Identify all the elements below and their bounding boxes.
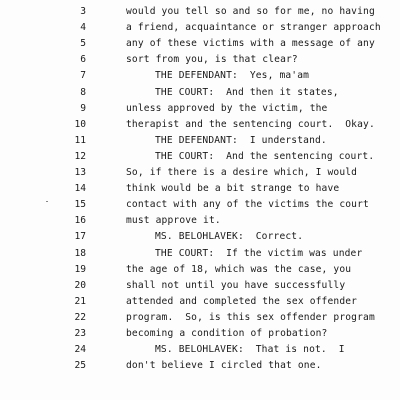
line-text: attended and completed the sex offender [126,295,358,307]
line-text: unless approved by the victim, the [126,102,328,114]
line-text: therapist and the sentencing court. Okay. [126,118,375,130]
scan-speck [46,201,48,202]
line-number: 6 [80,54,86,66]
line-number: 11 [74,134,86,146]
transcript-line [0,246,400,262]
line-text: think would be a bit strange to have [126,183,340,195]
transcript-line [0,229,400,245]
line-text: MS. BELOHLAVEK: That is not. I [155,344,345,356]
transcript-line [0,358,400,374]
line-number: 14 [74,183,86,195]
transcript-line [0,133,400,149]
line-text: don't believe I circled that one. [126,360,322,372]
transcript-line [0,294,400,310]
line-number: 20 [74,279,86,291]
line-text: THE COURT: And the sentencing court. [155,150,375,162]
line-number: 8 [80,86,86,98]
line-text: THE COURT: And then it states, [155,86,339,98]
line-number: 22 [74,311,86,323]
transcript-line [0,85,400,101]
line-number: 3 [80,6,86,17]
line-number: 25 [74,360,86,372]
transcript-line [0,101,400,117]
transcript-line [0,117,400,133]
transcript-line [0,52,400,68]
line-number: 16 [74,215,86,227]
line-number: 23 [74,328,86,339]
line-text: a friend, acquaintance or stranger approach [126,22,381,34]
line-text: THE COURT: If the victim was under [155,247,363,259]
line-text: THE DEFENDANT: I understand. [155,134,327,146]
transcript-line [0,262,400,278]
cropped-previous-line [122,0,342,2]
line-text: would you tell so and so for me, no having [126,6,375,17]
transcript-line [0,4,400,20]
transcript-line [0,20,400,36]
line-number: 9 [80,102,86,114]
line-number: 15 [74,199,86,211]
transcript-line [0,342,400,358]
line-number: 19 [74,263,86,275]
line-text: must approve it. [126,215,221,227]
line-number: 5 [80,38,86,50]
transcript-line [0,326,400,342]
transcript-line [0,149,400,165]
line-text: the age of 18, which was the case, you [126,263,352,275]
line-number: 17 [74,231,86,243]
transcript-line [0,197,400,213]
transcript-line [0,213,400,229]
line-number: 12 [74,150,86,162]
line-number: 24 [74,344,86,356]
transcript-line [0,181,400,197]
line-text: shall not until you have successfully [126,279,346,291]
line-text: contact with any of the victims the court [126,199,369,211]
line-number: 4 [80,22,86,34]
line-number: 18 [74,247,86,259]
transcript-line [0,165,400,181]
line-number: 13 [74,167,86,178]
line-text: THE DEFENDANT: Yes, ma'am [155,70,310,82]
line-number: 10 [74,118,86,130]
line-number: 21 [74,295,86,307]
line-number: 7 [80,70,86,82]
transcript-line [0,278,400,294]
line-text: any of these victims with a message of any [126,38,375,50]
transcript-line [0,36,400,52]
line-text: becoming a condition of probation? [126,328,328,339]
transcript-line [0,310,400,326]
line-text: So, if there is a desire which, I would [126,167,358,178]
line-text: program. So, is this sex offender program [126,311,375,323]
line-text: sort from you, is that clear? [126,54,298,66]
transcript-line [0,68,400,84]
line-text: MS. BELOHLAVEK: Correct. [155,231,304,243]
